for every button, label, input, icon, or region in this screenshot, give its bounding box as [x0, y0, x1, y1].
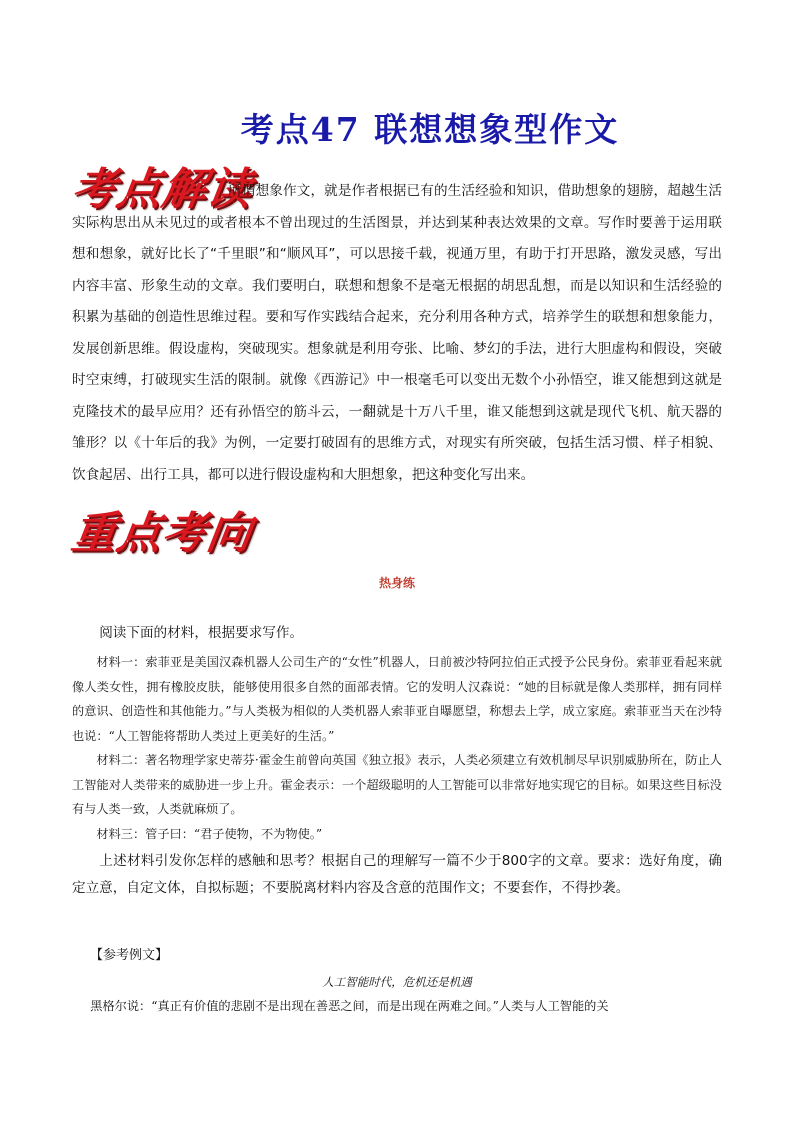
section-heading-focus: 重点考向 — [68, 508, 256, 559]
material-one: 材料一：索菲亚是美国汉森机器人公司生产的“女性”机器人，日前被沙特阿拉伯正式授予公民身份。索菲亚看起来就像人类女性，拥有橡胶皮肤，能够使用很多自然的面部表情。它的发明人汉森说：“她的目标就是像人类那样，拥有同样的意识、创造性和其他能力。”与人类极为相似的人类机器人索菲亚自曝愿望，称想去上学，成立家庭。索菲亚当天在沙特也说：“人工智能将帮助人类过上更美好的生活。” — [72, 655, 722, 743]
material-three: 材料三：管子曰：“君子使物，不为物使。” — [96, 826, 323, 841]
intro-text: 所谓想象作文，就是作者根据已有的生活经验和知识，借助想象的翅膀，超越生活实际构思出从未见过的或者根本不曾出现过的生活图景，并达到某种表达效果的文章。写作时要善于运用联想和想象，就好比长了“千里眼”和“顺风耳”，可以思接千载，视通万里，有助于打开思路，激发灵感，写出内容丰富、形象生动的文章。我们要明白，联想和想象不是毫无根据的胡思乱想，而是以知识和生活经验的积累为基础的创造性思维过程。要和写作实践结合起来，充分利用各种方式，培养学生的联想和想象能力，发展创新思维。假设虚构，突破现实。想象就是利用夸张、比喻、梦幻的手法，进行大胆虚构和假设，突破时空束缚，打破现实生活的限制。就像《西游记》中一根毫毛可以变出无数个小孙悟空，谁又能想到这就是克隆技术的最早应用？还有孙悟空的筋斗云，一翻就是十万八千里，谁又能想到这就是现代飞机、航天器的雏形？以《十年后的我》为例，一定要打破固有的思维方式，对现实有所突破，包括生活习惯、样子相貌、饮食起居、出行工具，都可以进行假设虚构和大胆想象，把这种变化写出来。 — [72, 183, 722, 483]
section-heading-interpretation: 考点解读 — [68, 164, 256, 215]
heading-spacer — [72, 185, 228, 195]
instruction-text: 阅读下面的材料，根据要求写作。 — [99, 625, 304, 641]
warmup-label: 热身练 — [378, 576, 415, 590]
essay-first-line: 黑格尔说：“真正有价值的悲剧不是出现在善恶之间，而是出现在两难之间。”人类与人工智能的关 — [90, 999, 609, 1013]
page-title: 考点47 联想想象型作文 — [240, 110, 620, 149]
requirement-text: 上述材料引发你怎样的感触和思考？根据自己的理解写一篇不少于800字的文章。要求：选好角度，确定立意，自定文体，自拟标题；不要脱离材料内容及含意的范围作文；不要套作，不得抄袭。 — [72, 853, 722, 896]
essay-title: 人工智能时代，危机还是机遇 — [322, 975, 472, 989]
material-two: 材料二：著名物理学家史蒂芬·霍金生前曾向英国《独立报》表示，人类必须建立有效机制尽早识别威胁所在，防止人工智能对人类带来的威胁进一步上升。霍金表示：一个超级聪明的人工智能可以非常好地实现它的目标。如果这些目标没有与人类一致，人类就麻烦了。 — [72, 753, 722, 816]
reference-label: 【参考例文】 — [90, 948, 169, 963]
exercise-block — [72, 620, 722, 902]
intro-paragraph — [72, 176, 722, 491]
